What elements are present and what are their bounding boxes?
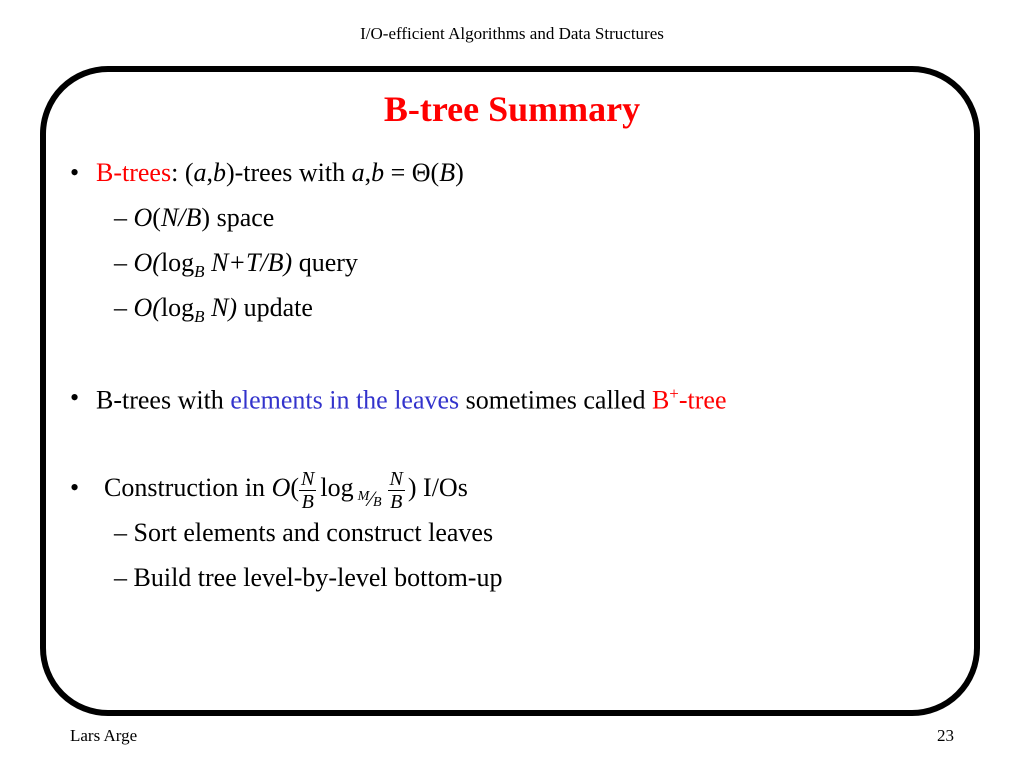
footer-page-number: 23: [937, 726, 954, 745]
fraction: [299, 469, 316, 512]
sub-sort: [114, 520, 493, 546]
sub-update: [114, 295, 313, 325]
var-b: b: [212, 158, 226, 187]
text-fragment: ): [455, 158, 464, 187]
dash: –: [114, 293, 134, 322]
log: log: [160, 248, 195, 277]
big-o: O(: [133, 293, 161, 322]
fraction: [388, 469, 405, 512]
bullet-btrees: [96, 160, 464, 186]
dash: –: [114, 248, 134, 277]
text-fragment: Sort elements and construct leaves: [133, 518, 494, 547]
text-fragment: query: [292, 248, 358, 277]
big-o: O(: [133, 248, 161, 277]
text-fragment: = Θ(: [384, 158, 440, 187]
bplus-term: B: [651, 385, 670, 415]
text-fragment: update: [237, 293, 313, 322]
plus-sup: +: [669, 384, 679, 403]
slide-title: B-tree Summary: [383, 89, 641, 129]
math-arg: N): [204, 293, 238, 322]
dash: –: [114, 203, 134, 232]
text-fragment: ): [201, 203, 211, 232]
var-a: a: [193, 158, 207, 187]
log: log: [160, 293, 195, 322]
text-fragment: : (: [171, 158, 194, 187]
text-fragment: I/Os: [416, 473, 468, 502]
base-m: M: [357, 489, 370, 504]
text-fragment: ,: [364, 158, 372, 187]
sub-space: [114, 205, 274, 231]
sub-build: [114, 565, 502, 591]
big-o: O: [271, 473, 291, 502]
log-base: B: [194, 262, 205, 282]
footer-author: Lars Arge: [70, 726, 138, 745]
base-b: B: [372, 495, 382, 510]
text-fragment: ): [407, 473, 417, 502]
denominator: B: [301, 490, 314, 513]
text-fragment: ,: [206, 158, 213, 187]
bullet-bplus: [96, 385, 727, 414]
text-fragment: space: [210, 203, 275, 232]
bullet-marker: •: [70, 383, 80, 412]
var-B: B: [439, 158, 456, 187]
denominator: B: [390, 490, 403, 513]
text-fragment: sometimes called: [459, 385, 652, 415]
dash: –: [114, 518, 134, 547]
bullet-marker: •: [70, 473, 80, 502]
text-fragment: B-trees with: [96, 385, 231, 415]
course-title-header: I/O-efficient Algorithms and Data Structures: [360, 24, 664, 43]
numerator: N: [301, 467, 315, 490]
numerator: N: [389, 467, 403, 490]
math-arg: N/B: [160, 203, 202, 232]
dash: –: [114, 563, 134, 592]
text-fragment: Build tree level-by-level bottom-up: [133, 563, 503, 592]
text-fragment: Construction in: [104, 473, 272, 502]
text-fragment: )-trees with: [225, 158, 352, 187]
bullet-marker: •: [70, 158, 80, 187]
big-o: O: [133, 203, 153, 232]
var-b: b: [371, 158, 385, 187]
log: log: [320, 473, 354, 502]
text-fragment: (: [152, 203, 161, 232]
text-fragment: (: [290, 473, 300, 502]
math-arg: N+T/B): [204, 248, 293, 277]
slash: ⁄: [369, 486, 373, 511]
var-a: a: [351, 158, 365, 187]
btrees-term: B-trees: [96, 158, 172, 187]
log-base: B: [194, 307, 205, 327]
leaves-term: elements in the leaves: [230, 385, 460, 415]
sub-query: [114, 250, 358, 280]
bplus-term: -tree: [678, 385, 727, 415]
